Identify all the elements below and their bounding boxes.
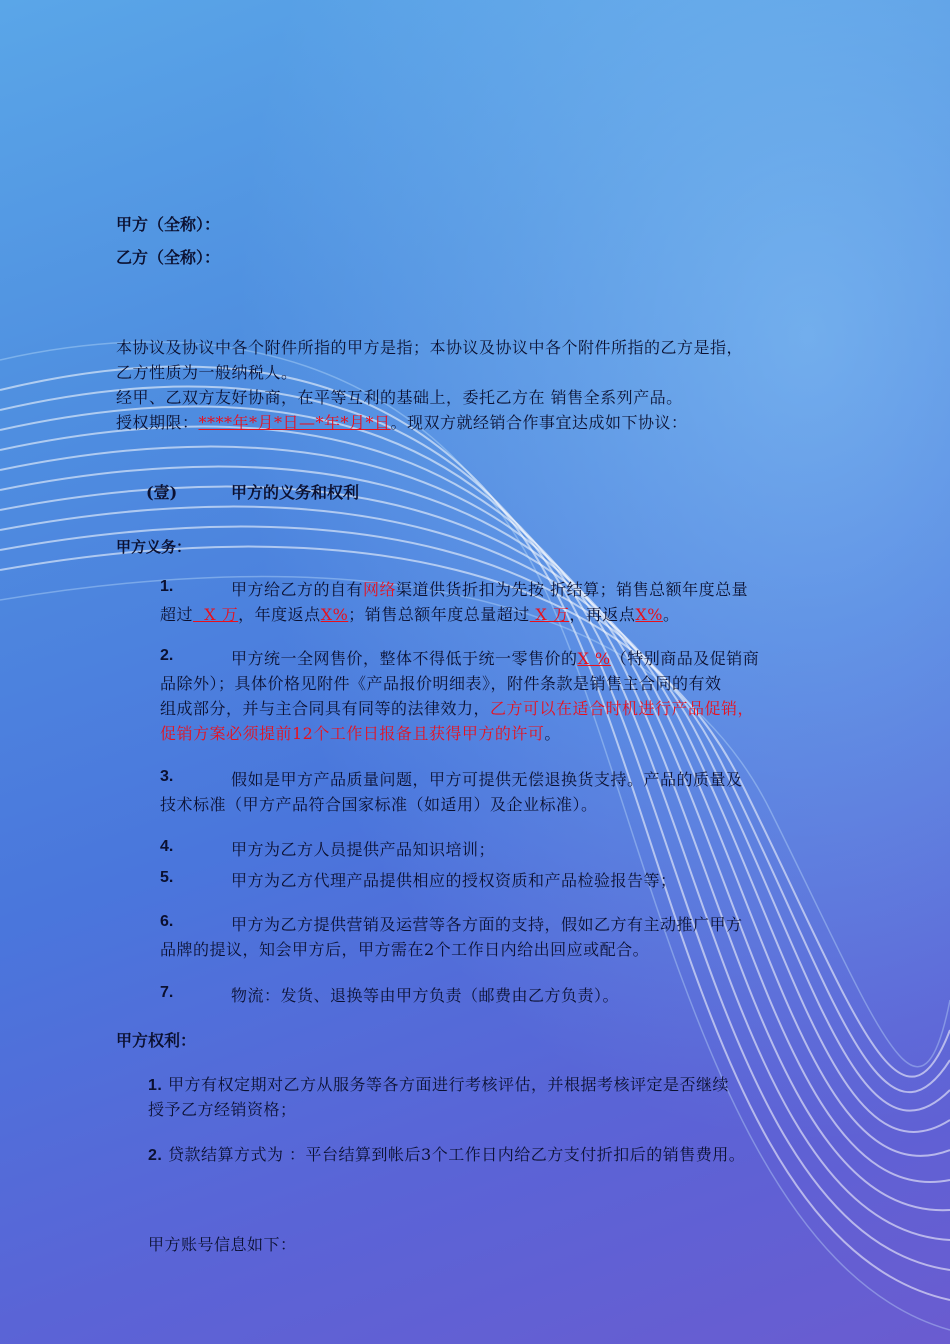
obligation-2-line-1 [231,646,759,669]
obligation-4-number: 4. [160,838,174,855]
text: ；销售总额年度总量超过 [348,605,530,624]
text: （特别商品及促销商 [610,649,760,668]
obligation-1-line-1 [231,577,748,600]
right-2-line [148,1142,745,1165]
promotion-highlight: 促销方案必须提前12个工作日报备且获得甲方的许可 [160,724,545,743]
section-title: 甲方的义务和权利 [231,483,360,502]
text: ，再返点 [569,605,636,624]
authorization-period [116,410,688,433]
text: 贷款结算方式为 ：平台结算到帐后3个工作日内给乙方支付折扣后的销售费用。 [167,1145,746,1164]
right-2-number: 2. [148,1147,163,1164]
obligation-1-number: 1. [160,578,174,595]
party-b-label: 乙方（全称）： [116,248,221,267]
period-value: ****年*月*日—*年*月*日 [198,413,391,432]
right-1-line-1 [148,1072,729,1095]
obligation-5-text: 甲方为乙方代理产品提供相应的授权资质和产品检验报告等； [231,871,677,890]
text: 甲方有权定期对乙方从服务等各方面进行考核评估，并根据考核评定是否继续 [167,1075,729,1094]
obligation-4-text: 甲方为乙方人员提供产品知识培训； [231,840,496,859]
text: 甲方统一全网售价，整体不得低于统一零售价的 [231,649,578,668]
text: 甲方给乙方的自有 [231,580,364,599]
period-suffix: 。现双方就经销合作事宜达成如下协议： [390,413,688,432]
text: 组成部分，并与主合同具有同等的法律效力， [160,699,491,718]
text: 超过 [160,605,194,624]
obligation-1-line-2 [160,602,680,625]
network-highlight: 网络 [363,580,397,599]
price-placeholder: X % [577,649,611,668]
rebate-placeholder: X% [635,605,663,624]
section-number: (壹) [146,483,178,502]
obligation-7-number: 7. [160,984,174,1001]
right-1-number: 1. [148,1077,163,1094]
obligation-2-number: 2. [160,647,174,664]
account-info-label: 甲方账号信息如下： [148,1235,297,1254]
period-label: 授权期限： [116,413,199,432]
party-a-label: 甲方（全称）： [116,215,221,234]
intro-line-2: 乙方性质为一般纳税人。 [116,363,298,382]
amount-placeholder: X 万 [193,605,239,624]
intro-line-3: 经甲、乙双方友好协商，在平等互利的基础上，委托乙方在 销售全系列产品。 [116,388,683,407]
text: 。 [544,724,561,743]
obligation-5-number: 5. [160,869,174,886]
rebate-placeholder: X% [320,605,349,624]
obligation-7-text: 物流：发货、退换等由甲方负责（邮费由乙方负责）。 [231,986,620,1005]
text: ，年度返点 [238,605,321,624]
obligation-2-line-2: 品除外）；具体价格见附件《产品报价明细表》，附件条款是销售主合同的有效 [160,674,722,693]
obligation-6-line-2: 品牌的提议，知会甲方后，甲方需在2个工作日内给出回应或配合。 [160,940,650,959]
obligation-2-line-3 [160,696,754,719]
right-1-line-2: 授予乙方经销资格； [148,1100,297,1119]
text: 。 [662,605,680,624]
obligation-3-number: 3. [160,768,174,785]
obligations-label: 甲方义务： [116,538,192,556]
promotion-highlight: 乙方可以在适合时机进行产品促销， [490,699,755,718]
obligation-3-line-1: 假如是甲方产品质量问题，甲方可提供无偿退换货支持。产品的质量及 [231,770,743,789]
obligation-3-line-2: 技术标准（甲方产品符合国家标准（如适用）及企业标准）。 [160,795,598,814]
amount-placeholder: X 万 [529,605,570,624]
intro-line-1: 本协议及协议中各个附件所指的甲方是指；本协议及协议中各个附件所指的乙方是指， [116,338,744,357]
obligation-2-line-4 [160,721,561,744]
obligation-6-number: 6. [160,913,174,930]
text: 渠道供货折扣为先按 折结算；销售总额年度总量 [396,580,749,599]
rights-label: 甲方权利： [116,1031,197,1050]
obligation-6-line-1: 甲方为乙方提供营销及运营等各方面的支持，假如乙方有主动推广甲方 [231,915,743,934]
